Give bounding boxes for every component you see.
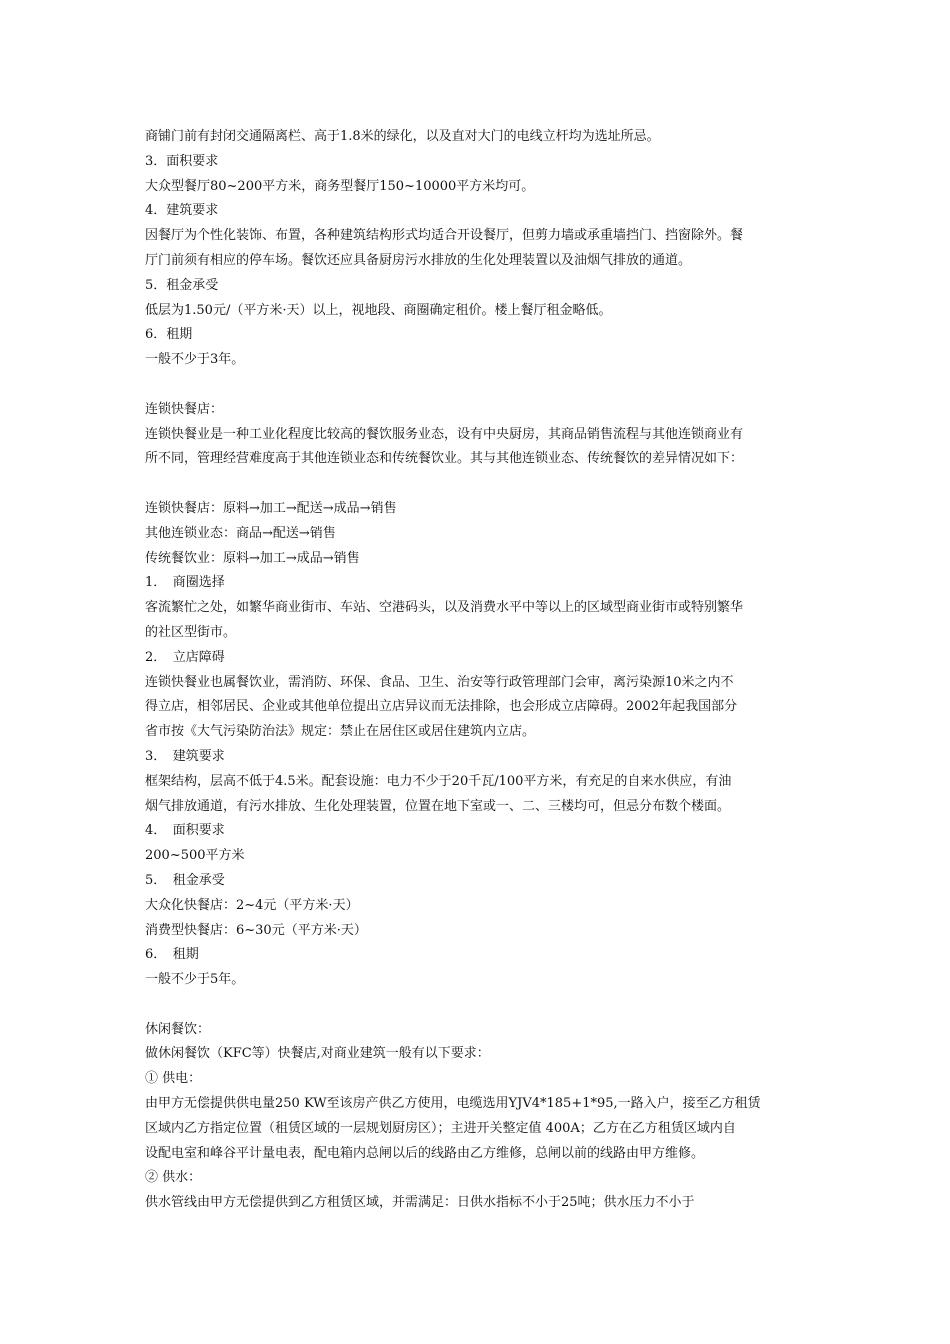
- section-title: 连锁快餐店：: [145, 401, 224, 417]
- text-line: 由甲方无偿提供供电量250 KW至该房产供乙方使用，电缆选用YJV4*185+1*95,一路入户，接至乙方租赁: [145, 1096, 761, 1112]
- blank-line: [145, 993, 815, 1018]
- text-line: 一般不少于5年。: [145, 972, 245, 988]
- text-line: 供水管线由甲方无偿提供到乙方租赁区域，并需满足：日供水指标不小于25吨；供水压力不小于: [145, 1195, 695, 1211]
- text-line: 所不同，管理经营难度高于其他连锁业态和传统餐饮业。其与其他连锁业态、传统餐饮的差异情况如下：: [145, 451, 744, 467]
- text-line: 得立店，相邻居民、企业或其他单位提出立店异议而无法排除，也会形成立店障碍。2002年起我国部分: [145, 699, 738, 715]
- process-line: 传统餐饮业：原料→加工→成品→销售: [145, 550, 360, 566]
- text-line: 客流繁忙之处，如繁华商业街市、车站、空港码头，以及消费水平中等以上的区域型商业街市或特别繁华: [145, 600, 744, 616]
- text-line: 连锁快餐业是一种工业化程度比较高的餐饮服务业态，设有中央厨房，其商品销售流程与其他连锁商业有: [145, 426, 744, 442]
- text-line: 大众型餐厅80~200平方米，商务型餐厅150~10000平方米均可。: [145, 178, 535, 194]
- process-line: 其他连锁业态：商品→配送→销售: [145, 525, 336, 541]
- section-heading: 5．租金承受: [145, 277, 219, 293]
- section-heading: 2． 立店障碍: [145, 649, 225, 665]
- text-line: 省市按《大气污染防治法》规定：禁止在居住区或居住建筑内立店。: [145, 724, 536, 740]
- section-heading: ② 供水：: [145, 1170, 202, 1186]
- text-line: 因餐厅为个性化装饰、布置，各种建筑结构形式均适合开设餐厅，但剪力墙或承重墙挡门、挡窗除外。餐: [145, 228, 744, 244]
- section-heading: 3． 建筑要求: [145, 748, 225, 764]
- text-line: 框架结构，层高不低于4.5米。配套设施：电力不少于20千瓦/100平方米，有充足的自来水供应，有油: [145, 773, 732, 789]
- section-heading: 1． 商圈选择: [145, 575, 225, 591]
- text-line: 区域内乙方指定位置（租赁区域的一层规划厨房区）；主进开关整定值 400A；乙方在乙方租赁区域内自: [145, 1120, 736, 1136]
- section-heading: 4． 面积要求: [145, 823, 225, 839]
- text-line: 200~500平方米: [145, 848, 245, 864]
- text-line: 连锁快餐业也属餐饮业，需消防、环保、食品、卫生、治安等行政管理部门会审，离污染源10米之内不: [145, 674, 734, 690]
- text-line: 设配电室和峰谷平计量电表，配电箱内总闸以后的线路由乙方维修，总闸以前的线路由甲方维修。: [145, 1145, 705, 1161]
- section-heading: 6．租期: [145, 327, 193, 343]
- blank-line: [145, 472, 815, 497]
- text-line: 低层为1.50元/（平方米·天）以上，视地段、商圈确定租价。楼上餐厅租金略低。: [145, 302, 612, 318]
- text-line: 商铺门前有封闭交通隔离栏、高于1.8米的绿化，以及直对大门的电线立杆均为选址所忌。: [145, 129, 660, 144]
- text-line: 厅门前须有相应的停车场。餐饮还应具备厨房污水排放的生化处理装置以及油烟气排放的通道。: [145, 252, 692, 268]
- section-title: 休闲餐饮：: [145, 1021, 211, 1037]
- document-page: [145, 125, 815, 1216]
- section-heading: 3．面积要求: [145, 153, 219, 169]
- text-line: 做休闲餐饮（KFC等）快餐店,对商业建筑一般有以下要求：: [145, 1046, 490, 1062]
- section-heading: 4．建筑要求: [145, 203, 219, 219]
- blank-line: [145, 373, 815, 398]
- section-heading: ① 供电：: [145, 1071, 202, 1087]
- process-line: 连锁快餐店：原料→加工→配送→成品→销售: [145, 500, 397, 516]
- text-line: 的社区型街市。: [145, 624, 237, 640]
- text-line: 消费型快餐店：6~30元（平方米·天）: [145, 922, 367, 938]
- text-line: 烟气排放通道，有污水排放、生化处理装置，位置在地下室或一、二、三楼均可，但忌分布数个楼面。: [145, 798, 731, 814]
- section-heading: 6． 租期: [145, 947, 199, 963]
- text-line: 一般不少于3年。: [145, 352, 245, 368]
- text-line: 大众化快餐店：2~4元（平方米·天）: [145, 897, 359, 913]
- section-heading: 5． 租金承受: [145, 872, 225, 888]
